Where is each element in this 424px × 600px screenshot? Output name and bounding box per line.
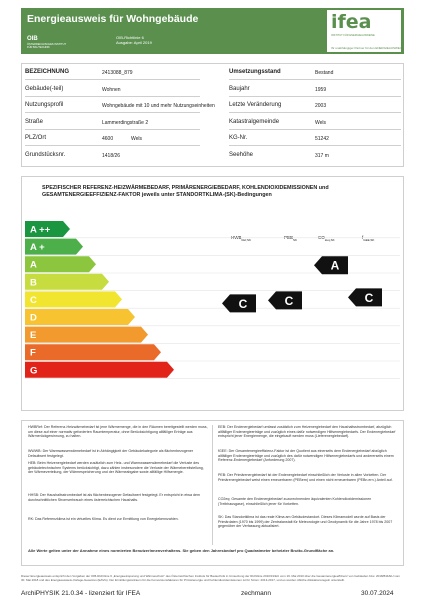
- info-value: 2413088_879: [102, 70, 133, 76]
- energy-class-label: B: [30, 277, 37, 289]
- info-value-city: Wels: [131, 136, 143, 142]
- guideline-name: OIB-Richtlinie 6: [116, 35, 144, 40]
- info-label: Nutzungsprofil: [25, 102, 64, 108]
- info-label: Seehöhe: [229, 151, 254, 158]
- info-value: Wohnen: [102, 86, 121, 93]
- definition-note: HWBRef: Der Referenz-Heizwärmebedarf ist jene Wärmemenge, die in den Räumen bereitgestellt werden muss, um diese auf einer normativ geforderten Raumtemperatur, ohne Berücksichtigung allfälliger Erträge aus Wärmerückgewinnung, zu halten.: [28, 425, 208, 439]
- energy-class-scale: [22, 177, 405, 412]
- info-divider: [229, 79, 401, 80]
- energy-class-bar: [25, 327, 148, 343]
- software-license: ArchiPHYSIK 21.0.34 - lizenziert für IFEA: [21, 590, 141, 597]
- energy-class-label: G: [30, 365, 38, 377]
- definition-note: EEB: Der Endenergiebedarf umfasst zusätzlich zum Heizenergiebedarf den Haushaltsstrombedarf, abzüglich allfälliger Endenergieerträge und zuzüglich eines dafür notwendigen Hilfsenergiebedarfs. Der Endenergiebedarf entspricht jener Energiemenge, die eingekauft werden muss (Lieferenergiebedarf).: [218, 425, 396, 439]
- definitions-section: [21, 420, 404, 566]
- column-header-fgee: GEE,SK: [363, 237, 375, 242]
- info-divider: [229, 112, 401, 113]
- legal-disclaimer: Dieser Energieausweis entspricht den Vorgaben der OIB-Richtlinie 6 „Energieeinsparung und Wärmeschutz“ des Österreichischen Instituts für Bautechnik in Umsetzung der Richtlinie 2010/31/EU vom 19. Mai 2010 über die Gesamtenergieeffizienz von Gebäuden bzw. 2018/844/EU vom 30. Mai 2018 und des Energieausweis-Vorlage-Gesetzes (EAVG). Der Ermittlungszeitraum für die Konversionsfaktoren für Primärenergie und Kohlendioxidemissionen ist für Strom: 2013-2017, und es wurden übliche Allokationsregeln unterstellt.: [21, 574, 400, 582]
- info-label: Grundstücksnr.: [25, 151, 66, 158]
- info-value: Wohngebäude mit 10 und mehr Nutzungseinheiten: [102, 103, 215, 109]
- energy-class-label: A: [30, 259, 37, 271]
- energy-class-label: C: [30, 294, 37, 306]
- ifea-logo-tagline: Ihr unabhängiger Partner für den ENERGIEAUSWEIS: [331, 46, 403, 50]
- definition-note: CO2eq: Gesamte den Endenergiebedarf zuzurechnenden äquivalenten Kohlendioxidemissionen (Treibhausgase), einschließlich jener für Vorketten.: [218, 497, 372, 506]
- definition-note: SK: Das Standortklima ist das reale Klima am Gebäudestandort. Dieses Klimamodell wurde auf Basis der Primärdaten (1970 bis 1999) der Zentralanstalt für Meteorologie und Geodynamik für die Jahre 1978 bis 2007 gegenüber der Verfassung aktualisiert.: [218, 515, 393, 529]
- info-divider: [229, 96, 401, 97]
- rating-label-hwb: C: [238, 296, 248, 311]
- definition-note: fGEE: Der Gesamtenergieeffizienz-Faktor ist der Quotient aus einerseits dem Endenergiebedarf abzüglich allfälliger Endenergieerträge und zuzüglich des dafür notwendigen Hilfsenergiebedarfs und andererseits einem Referenz-Endenergiebedarf (Anforderung 2007).: [218, 449, 394, 463]
- page-title: Energieausweis für Wohngebäude: [27, 13, 199, 25]
- info-value: Wels: [315, 119, 327, 126]
- info-value: 4600: [102, 136, 114, 142]
- info-value: 1418/26: [102, 152, 121, 159]
- definition-note: HEB: Beim Heizenergiebedarf werden zusätzlich zum Heiz- und Warmwasserwärmebedarf die Verluste des gebäudetechnischen Systems berücksichtigt, dazu zählen insbesondere die Verluste der Wärmebereitstellung, der Wärmeverteilung, der Wärmespeicherung und der Wärmeabgabe sowie allfällige Hilfsenergie.: [28, 461, 204, 475]
- info-label: Baujahr: [229, 85, 250, 92]
- issue-date: 30.07.2024: [361, 590, 394, 597]
- definition-note: HHSB: Der Haushaltsstrombedarf ist als flächenbezogener Defaultwert festgelegt. Er entspricht in etwa dem durchschnittlichen Stromverbrauch eines österreichischen Haushalts.: [28, 493, 200, 502]
- ifea-logo: [327, 10, 401, 52]
- guideline-info: [116, 35, 152, 45]
- notes-divider: [212, 425, 213, 545]
- energy-class-bar: [25, 344, 161, 360]
- info-label: Straße: [25, 118, 44, 125]
- info-value: 1959: [315, 86, 327, 93]
- column-header-co2: $CO_{2eq,SK}$: [318, 235, 335, 242]
- info-value: 317 m: [315, 152, 329, 159]
- info-label: KG-Nr.: [229, 135, 248, 141]
- column-header-hwb: $HWB_{Ref,SK}$: [231, 235, 252, 242]
- energy-class-label: E: [30, 330, 37, 342]
- info-label: Umsetzungsstand: [229, 69, 281, 75]
- oib-logo: OIB: [27, 36, 38, 42]
- ifea-logo-text: ifea: [331, 11, 372, 33]
- definition-note: RK: Das Referenzklima ist ein virtuelles Klima. Es dient zur Ermittlung von Energiekennzahlen.: [28, 517, 179, 521]
- energy-class-label: A +: [30, 242, 45, 254]
- energy-class-bar: [25, 362, 174, 378]
- info-divider: [25, 96, 200, 97]
- building-info-table: [21, 63, 404, 167]
- author-name: zechmann: [241, 590, 271, 597]
- page-footer: [21, 590, 404, 600]
- energy-section-title: SPEZIFISCHER REFERENZ-HEIZWÄRMEBEDARF, PRIMÄRENERGIEBEDARF, KOHLENDIOXIDEMISSIONEN und GESAMTENERGIEEFFIZIENZ-FAKTOR jeweils unter STANDORTKLIMA-(SK)-Bedingungen: [42, 185, 329, 198]
- info-divider: [25, 145, 200, 146]
- energy-rating-section: [21, 176, 404, 411]
- energy-class-label: A ++: [30, 224, 51, 236]
- info-value: 51242: [315, 136, 329, 142]
- energy-class-label: F: [30, 347, 36, 359]
- info-value: 2003: [315, 103, 327, 109]
- info-divider: [25, 112, 200, 113]
- info-value: Lammerdingstraße 2: [102, 119, 149, 126]
- info-divider: [25, 129, 200, 130]
- info-label: Letzte Veränderung: [229, 102, 282, 108]
- info-label: Katastralgemeinde: [229, 118, 280, 125]
- notes-footer: Alle Werte gelten unter der Annahme eines normierten BenutzerInnenverhaltens. Sie geben den Jahresbedarf pro Quadratmeter beheizter Brutto-Grundfläche an.: [28, 548, 335, 553]
- ifea-logo-subtext: INSTITUT FÜR ENERGIEAUSWEISE: [331, 34, 375, 37]
- info-label: BEZEICHNUNG: [25, 69, 70, 75]
- guideline-edition: Ausgabe: April 2019: [116, 40, 152, 45]
- info-value: Bestand: [315, 70, 334, 76]
- energy-class-label: D: [30, 312, 37, 324]
- rating-label-co2: A: [330, 258, 340, 273]
- header-bar: [21, 8, 404, 54]
- energy-class-bar: [25, 291, 122, 307]
- info-divider: [229, 129, 401, 130]
- oib-logo-subtext: ÖSTERREICHISCHES INSTITUT FÜR BAUTECHNIK: [27, 43, 67, 49]
- column-header-peb: $PEB_{SK}$: [284, 235, 298, 242]
- definition-note: PEB: Der Primärenergiebedarf ist der Endenergiebedarf einschließlich der Verluste in allen Vorketten. Der Primärenergiebedarf weist einen erneuerbaren (PEBern) und einen nicht erneuerbaren (PEBn.ern.) Anteil auf.: [218, 473, 393, 482]
- rating-label-fgee: C: [364, 290, 374, 305]
- energy-class-bar: [25, 309, 135, 325]
- info-divider: [25, 79, 200, 80]
- energy-class-bar: [25, 274, 109, 290]
- definition-note: WWWB: Der Warmwasserwärmebedarf ist in Abhängigkeit der Gebäudekategorie als flächenbezogener Defaultwert festgelegt.: [28, 449, 194, 458]
- info-divider: [229, 145, 401, 146]
- rating-label-peb: C: [284, 293, 294, 308]
- info-label: PLZ/Ort: [25, 135, 47, 141]
- info-label: Gebäude(-teil): [25, 85, 64, 92]
